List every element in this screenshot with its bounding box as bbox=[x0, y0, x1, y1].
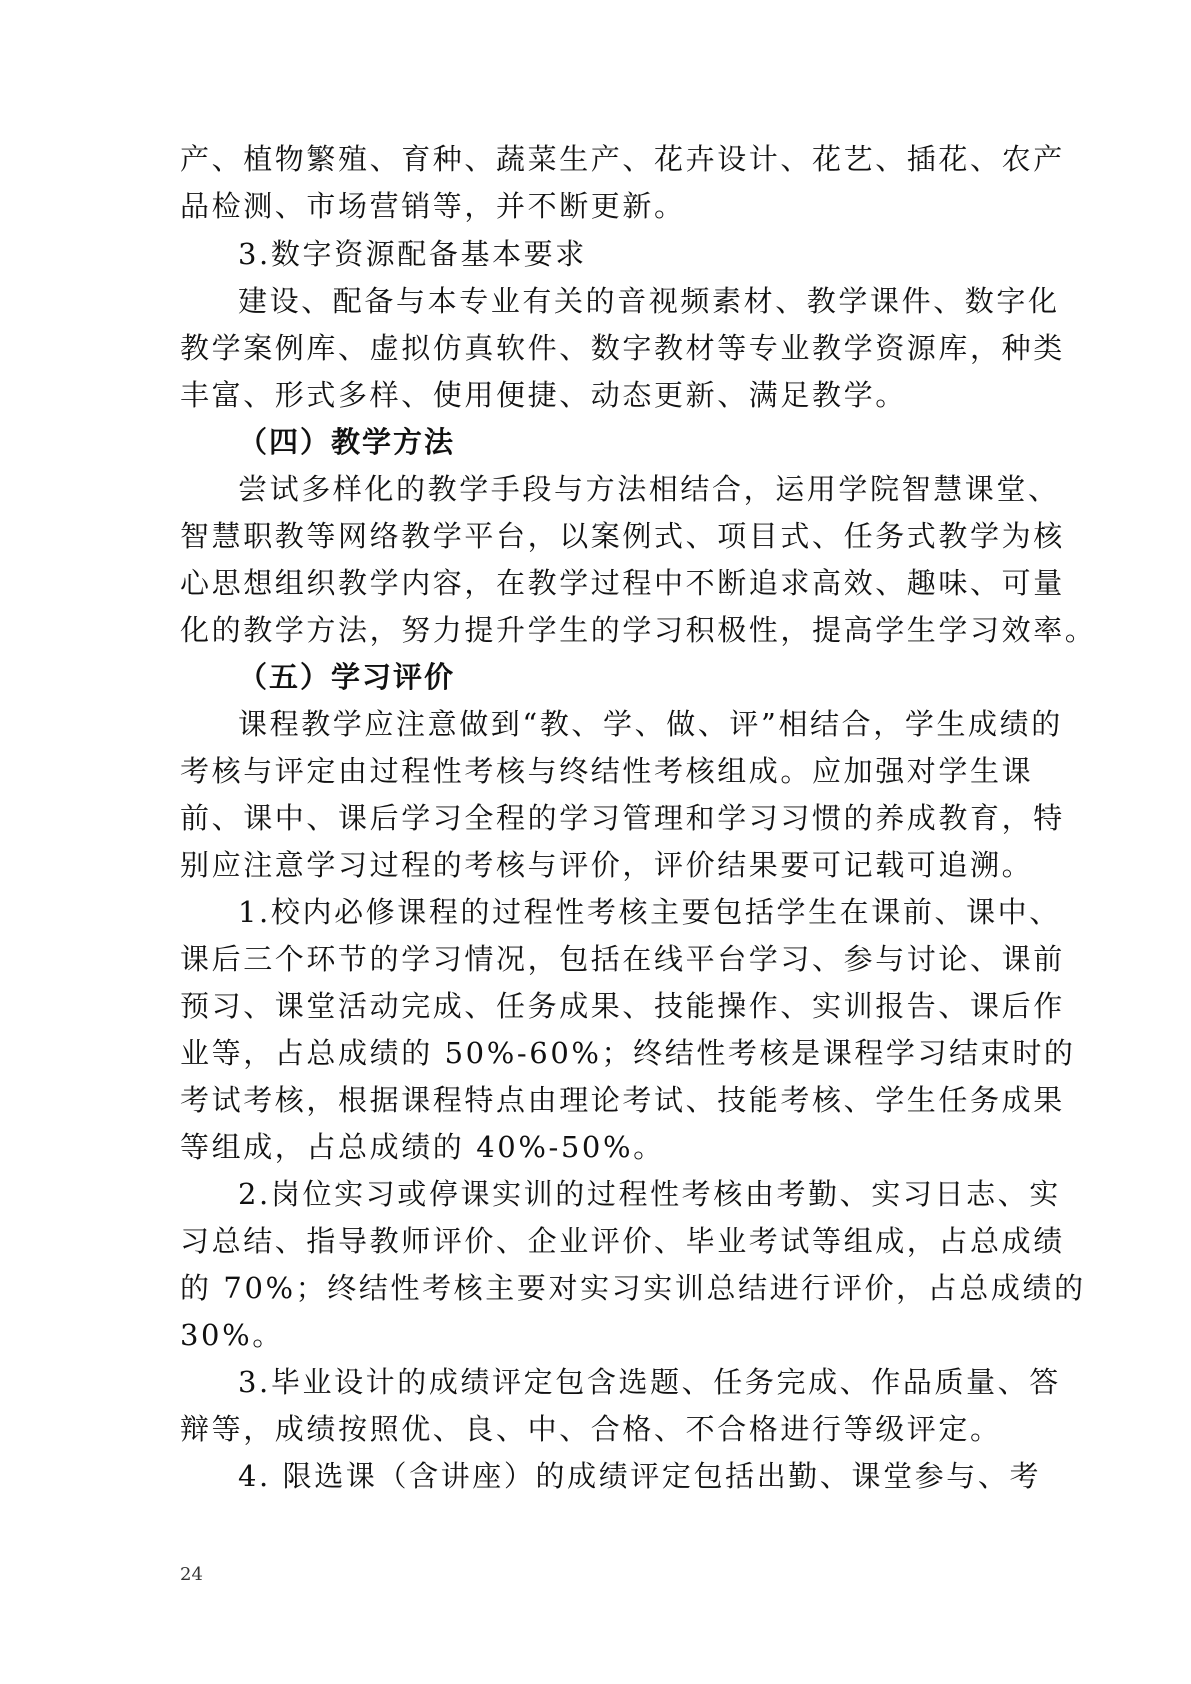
text-line: 辩等，成绩按照优、良、中、合格、不合格进行等级评定。 bbox=[180, 1412, 1002, 1446]
text-line: 预习、课堂活动完成、任务成果、技能操作、实训报告、课后作 bbox=[180, 989, 1065, 1023]
page-number: 24 bbox=[180, 1564, 203, 1585]
text-line: 2.岗位实习或停课实训的过程性考核由考勤、实习日志、实 bbox=[238, 1177, 1061, 1211]
text-line: 化的教学方法，努力提升学生的学习积极性，提高学生学习效率。 bbox=[180, 613, 1097, 647]
section-heading-teaching-methods: （四）教学方法 bbox=[238, 425, 456, 459]
text-line: 心思想组织教学内容，在教学过程中不断追求高效、趣味、可量 bbox=[180, 566, 1065, 600]
text-line: 等组成，占总成绩的 40%-50%。 bbox=[180, 1130, 665, 1164]
text-line: 业等，占总成绩的 50%-60%；终结性考核是课程学习结束时的 bbox=[180, 1036, 1076, 1070]
text-line: 前、课中、课后学习全程的学习管理和学习习惯的养成教育，特 bbox=[180, 801, 1065, 835]
text-line: 30%。 bbox=[180, 1318, 284, 1352]
text-line: 智慧职教等网络教学平台，以案例式、项目式、任务式教学为核 bbox=[180, 519, 1065, 553]
text-line: 别应注意学习过程的考核与评价，评价结果要可记载可追溯。 bbox=[180, 848, 1034, 882]
text-line: 3.毕业设计的成绩评定包含选题、任务完成、作品质量、答 bbox=[238, 1365, 1061, 1399]
text-line: 的 70%；终结性考核主要对实习实训总结进行评价，占总成绩的 bbox=[180, 1271, 1086, 1305]
subsection-title: 3.数字资源配备基本要求 bbox=[238, 237, 587, 271]
text-line: 产、植物繁殖、育种、蔬菜生产、花卉设计、花艺、插花、农产 bbox=[180, 142, 1065, 176]
section-heading-learning-evaluation: （五）学习评价 bbox=[238, 660, 456, 694]
text-line: 丰富、形式多样、使用便捷、动态更新、满足教学。 bbox=[180, 378, 907, 412]
text-line: 课后三个环节的学习情况，包括在线平台学习、参与讨论、课前 bbox=[180, 942, 1065, 976]
text-line: 1.校内必修课程的过程性考核主要包括学生在课前、课中、 bbox=[238, 895, 1061, 929]
text-line: 教学案例库、虚拟仿真软件、数字教材等专业教学资源库，种类 bbox=[180, 331, 1065, 365]
text-line: 习总结、指导教师评价、企业评价、毕业考试等组成，占总成绩 bbox=[180, 1224, 1065, 1258]
text-line: 4. 限选课（含讲座）的成绩评定包括出勤、课堂参与、考 bbox=[238, 1459, 1042, 1493]
text-line: 考核与评定由过程性考核与终结性考核组成。应加强对学生课 bbox=[180, 754, 1034, 788]
text-line: 考试考核，根据课程特点由理论考试、技能考核、学生任务成果 bbox=[180, 1083, 1065, 1117]
text-line: 课程教学应注意做到“教、学、做、评”相结合，学生成绩的 bbox=[238, 707, 1063, 741]
text-line: 尝试多样化的教学手段与方法相结合，运用学院智慧课堂、 bbox=[238, 472, 1060, 506]
text-line: 品检测、市场营销等，并不断更新。 bbox=[180, 189, 686, 223]
text-line: 建设、配备与本专业有关的音视频素材、教学课件、数字化 bbox=[238, 284, 1060, 318]
